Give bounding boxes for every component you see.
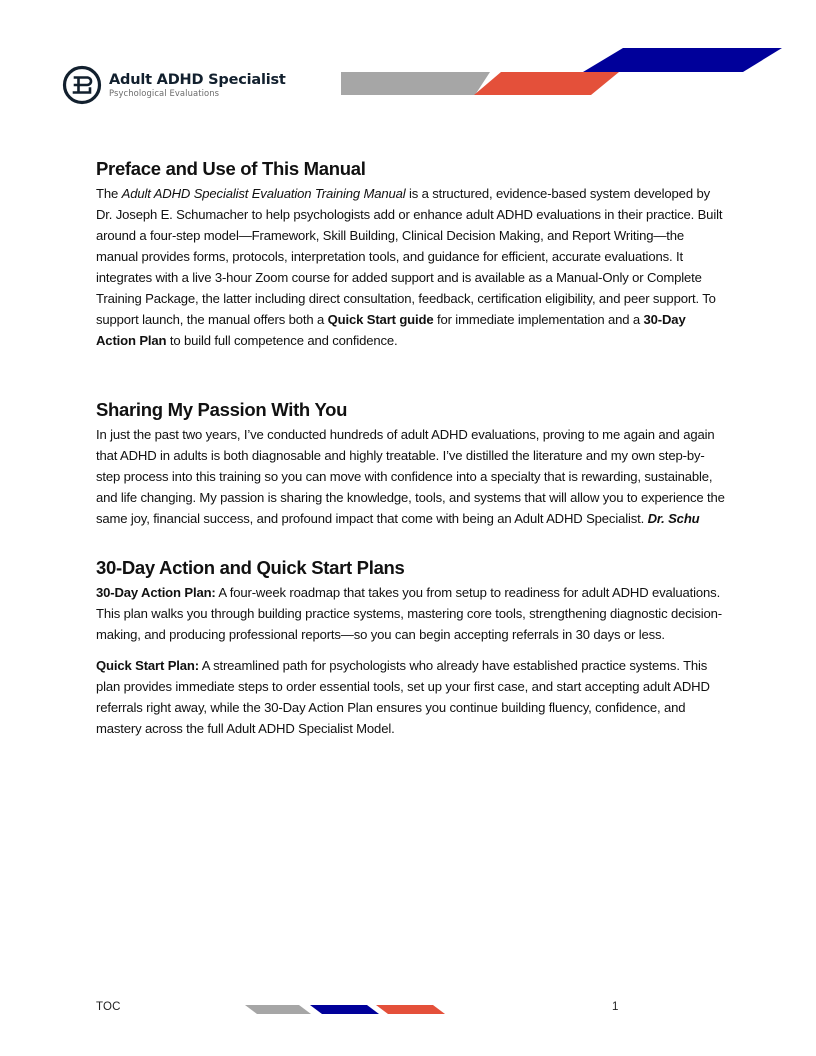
logo-title: Adult ADHD Specialist	[109, 71, 286, 88]
banner-orange-stripe	[474, 72, 619, 95]
footer-blue-stripe	[310, 1005, 379, 1014]
bold-text: Quick Start guide	[327, 312, 434, 327]
italic-text: Adult ADHD Specialist Evaluation Training Manual	[121, 186, 406, 201]
page-number: 1	[612, 1001, 619, 1013]
body-text: A streamlined path for psychologists who already have established practice systems. This plan provides immediate steps to order essential tools, set up your first case, and start accepting adult ADHD referrals right away, while the 30-Day Action Plan ensures you continue building fluency, confidence, and mastery across the full Adult ADHD Specialist Model.	[96, 658, 710, 736]
footer-gray-stripe	[245, 1005, 311, 1014]
body-text: A four-week roadmap that takes you from setup to readiness for adult ADHD evaluations. This plan walks you through building practice systems, mastering core tools, strengthening diagnostic decision-making, and producing professional reports—so you can begin accepting referrals in 30 days or less.	[96, 585, 722, 642]
body-text: In just the past two years, I’ve conducted hundreds of adult ADHD evaluations, proving to me again and again that ADHD in adults is both diagnosable and highly treatable. I’ve distilled the literature and my own step-by-step process into this training so you can move with confidence into a specialty that is rewarding, sustainable, and life changing. My passion is sharing the knowledge, tools, and systems that will allow you to experience the same joy, financial success, and profound impact that come with being an Adult ADHD Specialist.	[96, 427, 725, 526]
logo-subtitle: Psychological Evaluations	[109, 88, 220, 99]
section-preface	[96, 157, 726, 351]
bold-text: 30-Day Action Plan	[96, 312, 686, 348]
body-text: The	[96, 186, 122, 201]
section-heading: 30-Day Action and Quick Start Plans	[96, 557, 405, 578]
signature-text: Dr. Schu	[647, 511, 700, 526]
footer-orange-stripe	[376, 1005, 445, 1014]
section-paragraph	[96, 424, 726, 529]
section-paragraph-30-day-plan	[96, 582, 726, 645]
bold-text: Quick Start Plan:	[96, 658, 199, 673]
section-paragraph	[96, 183, 726, 351]
company-logo	[62, 65, 286, 105]
main-content	[96, 157, 726, 739]
el-monogram-circle-icon	[62, 65, 102, 105]
body-text: to build full competence and confidence.	[166, 333, 398, 348]
section-heading: Preface and Use of This Manual	[96, 158, 366, 179]
section-action-plans	[96, 556, 726, 739]
banner-blue-stripe	[583, 48, 782, 72]
body-text: is a structured, evidence-based system developed by Dr. Joseph E. Schumacher to help psychologists add or enhance adult ADHD evaluations in their practice. Built around a four-step model—Framework, Skill Building, Clinical Decision Making, and Report Writing—the manual provides forms, protocols, interpretation tools, and guidance for efficient, accurate evaluations. It integrates with a live 3-hour Zoom course for added support and is available as a Manual-Only or Complete Training Package, the latter including direct consultation, feedback, certification eligibility, and peer support. To support launch, the manual offers both a	[96, 186, 723, 327]
toc-link[interactable]: TOC	[96, 1001, 121, 1013]
body-text: for immediate implementation and a	[433, 312, 644, 327]
banner-gray-bar	[341, 72, 490, 95]
section-sharing-passion	[96, 398, 726, 529]
section-heading: Sharing My Passion With You	[96, 399, 348, 420]
section-paragraph-quick-start-plan	[96, 655, 726, 739]
bold-text: 30-Day Action Plan:	[96, 585, 216, 600]
footer-banner-graphic	[0, 990, 816, 1030]
